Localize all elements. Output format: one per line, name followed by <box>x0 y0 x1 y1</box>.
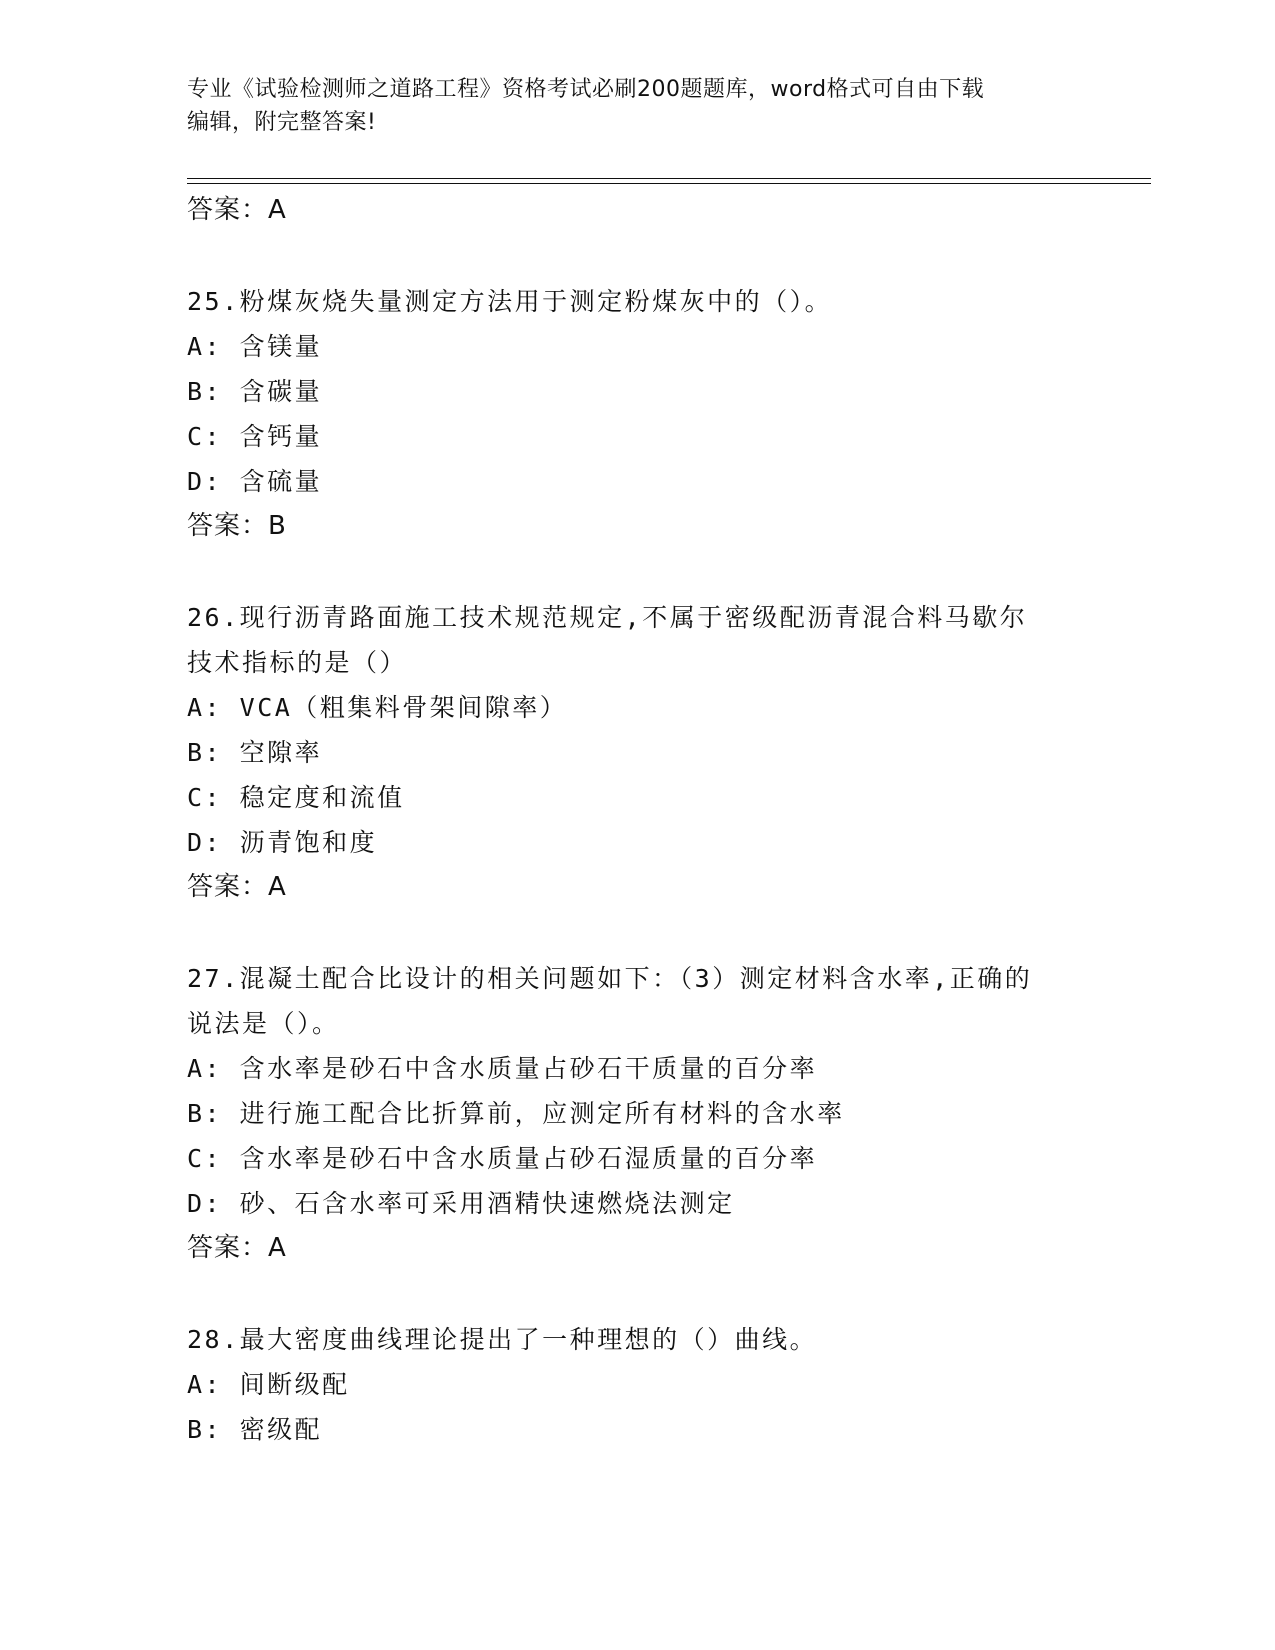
spacer <box>187 910 1087 956</box>
question-25 <box>187 279 1087 549</box>
document-header <box>187 73 1067 139</box>
header-line-1: 专业《试验检测师之道路工程》资格考试必刷200题题库，word格式可自由下载 <box>187 77 985 102</box>
option-b: B: 进行施工配合比折算前，应测定所有材料的含水率 <box>187 1099 845 1128</box>
question-list <box>187 188 1087 1452</box>
header-line-2: 编辑，附完整答案! <box>187 110 377 135</box>
question-26 <box>187 595 1087 910</box>
option-d: D: 沥青饱和度 <box>187 828 378 857</box>
option-b: B: 含碳量 <box>187 377 323 406</box>
answer-line: 答案：A <box>187 1233 287 1263</box>
question-stem-continued: 说法是（）。 <box>187 1009 340 1038</box>
question-stem: 26.现行沥青路面施工技术规范规定,不属于密级配沥青混合料马歇尔 <box>187 603 1028 632</box>
answer-line: 答案：B <box>187 511 287 541</box>
option-c: C: 含钙量 <box>187 422 323 451</box>
option-b: B: 密级配 <box>187 1415 323 1444</box>
option-a: A: 含镁量 <box>187 332 323 361</box>
answer-line: 答案：A <box>187 872 287 902</box>
spacer <box>187 233 1087 279</box>
option-b: B: 空隙率 <box>187 738 323 767</box>
option-a: A: VCA（粗集料骨架间隙率） <box>187 693 568 722</box>
option-c: C: 含水率是砂石中含水质量占砂石湿质量的百分率 <box>187 1144 818 1173</box>
question-27 <box>187 956 1087 1271</box>
question-stem: 25.粉煤灰烧失量测定方法用于测定粉煤灰中的（）。 <box>187 287 833 316</box>
option-c: C: 稳定度和流值 <box>187 783 405 812</box>
header-divider <box>187 178 1151 184</box>
question-stem-continued: 技术指标的是（） <box>187 648 408 677</box>
answer-line: 答案：A <box>187 195 287 225</box>
spacer <box>187 1271 1087 1317</box>
spacer <box>187 549 1087 595</box>
question-28 <box>187 1317 1087 1452</box>
option-a: A: 间断级配 <box>187 1370 350 1399</box>
option-a: A: 含水率是砂石中含水质量占砂石干质量的百分率 <box>187 1054 818 1083</box>
question-stem: 27.混凝土配合比设计的相关问题如下：（3）测定材料含水率,正确的 <box>187 964 1033 993</box>
question-stem: 28.最大密度曲线理论提出了一种理想的（）曲线。 <box>187 1325 818 1354</box>
option-d: D: 含硫量 <box>187 467 323 496</box>
option-d: D: 砂、石含水率可采用酒精快速燃烧法测定 <box>187 1189 735 1218</box>
